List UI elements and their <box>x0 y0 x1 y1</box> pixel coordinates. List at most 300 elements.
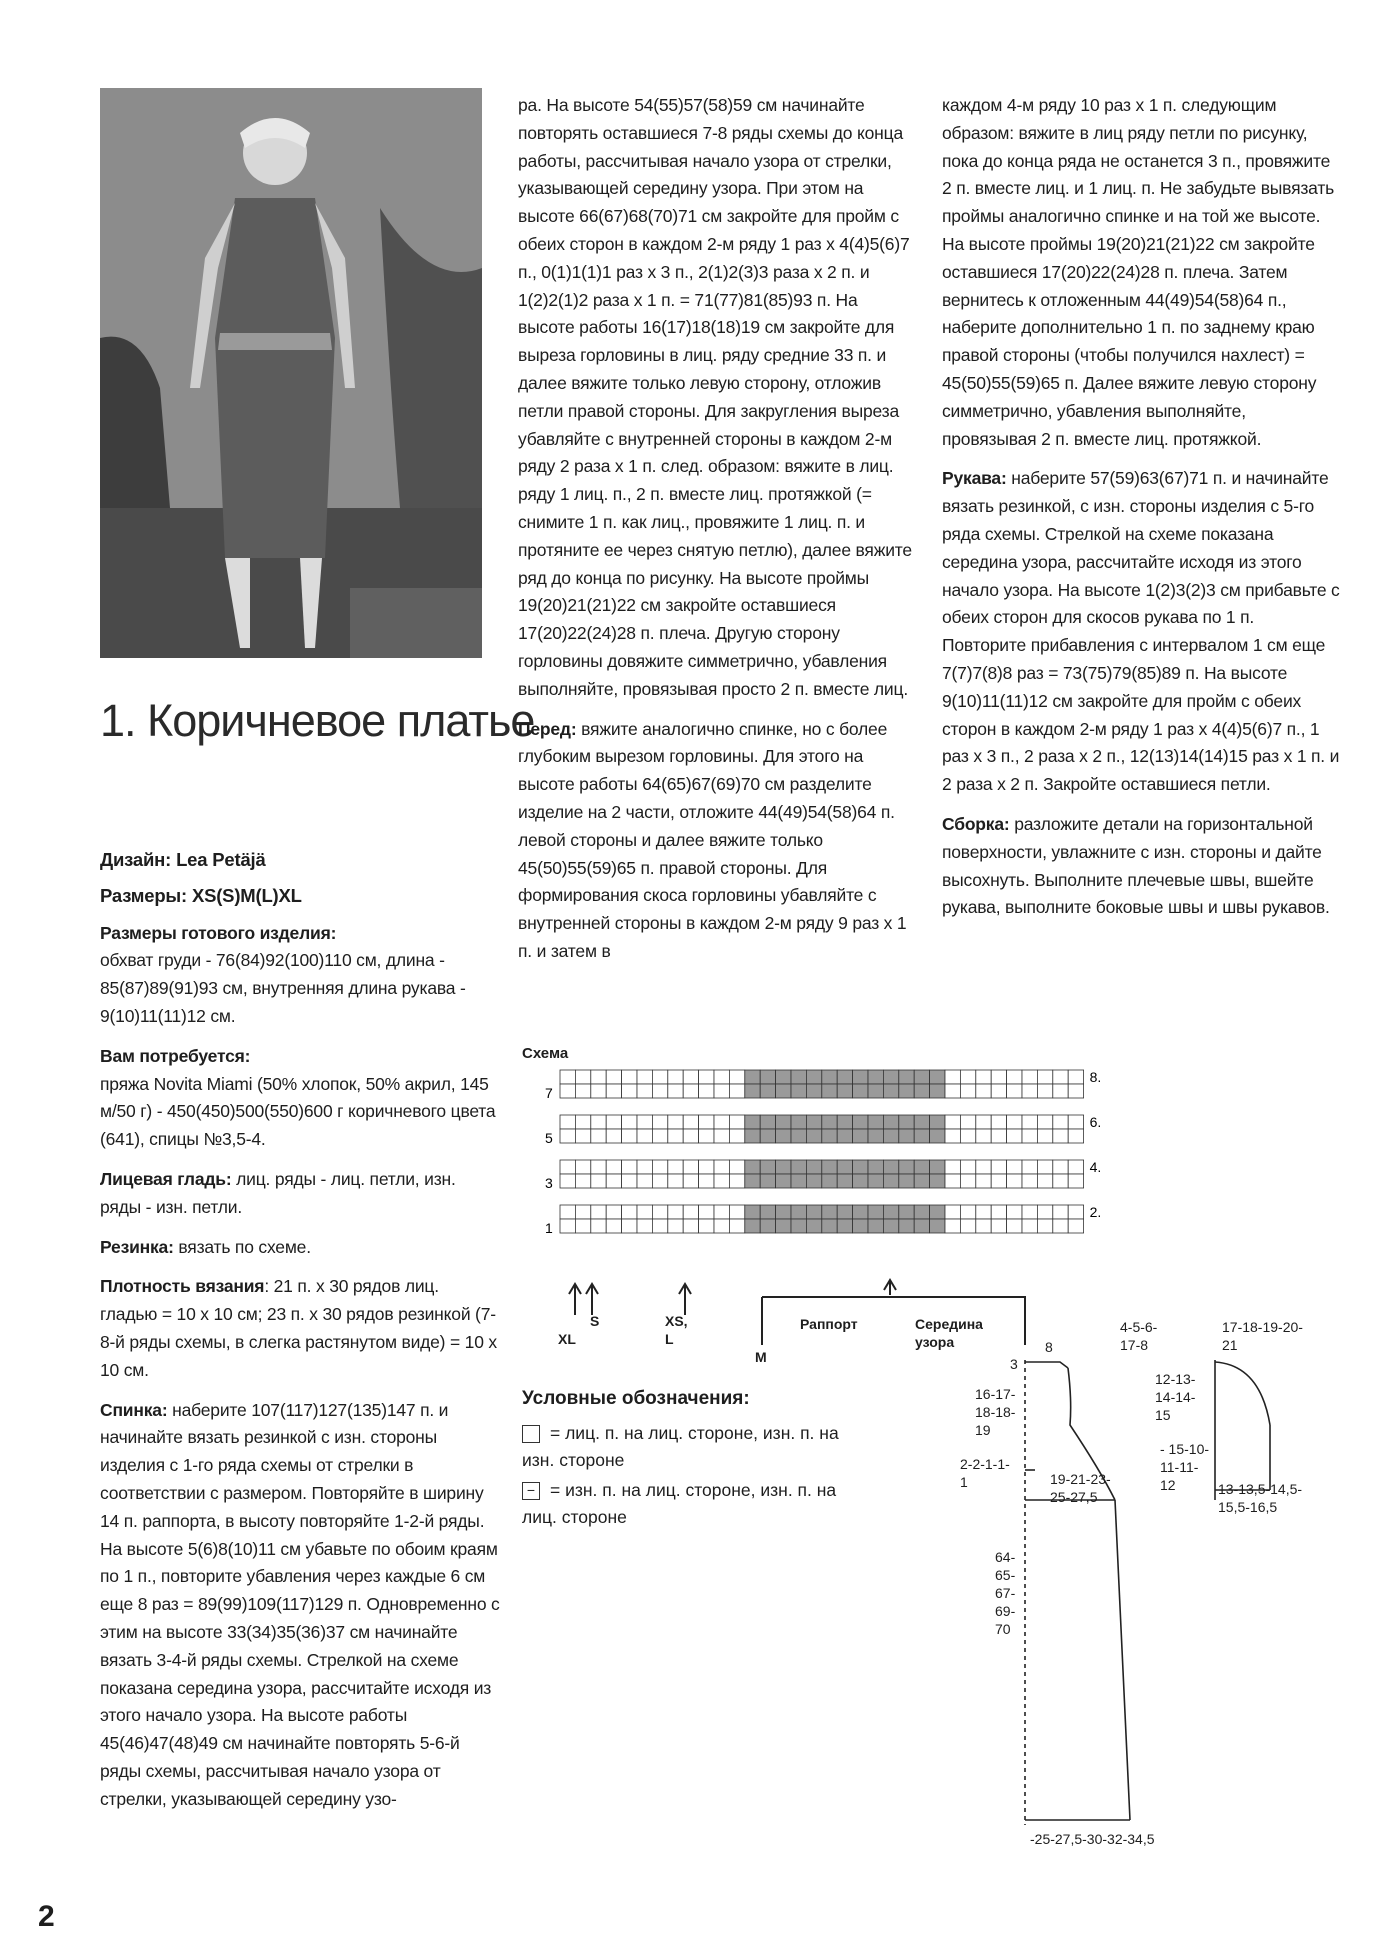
chart-cell <box>945 1115 960 1129</box>
chart-cell <box>1053 1070 1068 1084</box>
chart-cell <box>591 1084 606 1098</box>
chart-cell <box>945 1129 960 1143</box>
stockinette-text: лиц. ряды - лиц. петли, изн. ряды - изн. петли. <box>100 1168 456 1217</box>
chart-cell <box>683 1129 698 1143</box>
chart-cell <box>976 1129 991 1143</box>
chart-cell <box>745 1115 760 1129</box>
chart-cell <box>637 1070 652 1084</box>
chart-cell <box>745 1129 760 1143</box>
chart-cell <box>883 1084 898 1098</box>
chart-cell <box>1037 1160 1052 1174</box>
chart-cell <box>976 1219 991 1233</box>
assembly-text: разложите детали на горизонтальной поверхности, увлажните с изн. стороны и дайте высохнуть. Выполните плечевые швы, вшейте рукава, выполните боковые швы и швы рукавов. <box>942 813 1330 918</box>
chart-cell <box>560 1129 575 1143</box>
chart-cell <box>637 1205 652 1219</box>
chart-cell <box>637 1219 652 1233</box>
chart-row-label: 6. <box>1089 1114 1102 1130</box>
chart-cell <box>960 1084 975 1098</box>
chart-cell <box>976 1160 991 1174</box>
chart-cell <box>991 1205 1006 1219</box>
chart-cell <box>806 1160 821 1174</box>
chart-cell <box>637 1160 652 1174</box>
chart-cell <box>853 1084 868 1098</box>
chart-cell <box>853 1205 868 1219</box>
front-continued: каждом 4-м ряду 10 раз х 1 п. следующим образом: вяжите в лиц ряду петли по рисунку, пока до конца ряда не останется 3 п., провяжите 2 п. вместе лиц. и 1 лиц. п. Не забудьте вывязать проймы аналогично спинке и на той же высоте. На высоте проймы 19(20)21(21)22 см закройте оставшиеся 17(20)22(24)28 п. плеча. Затем вернитесь к отложенным 44(49)54(58)64 п., наберите дополнительно 1 п. по заднему краю правой стороны (чтобы получился нахлест) = 45(50)55(59)65 п. Далее вяжите левую сторону симметрично, убавления выполняйте, провязывая 2 п. вместе лиц. протяжкой. <box>942 95 1335 449</box>
chart-cell <box>652 1129 667 1143</box>
chart-cell <box>699 1219 714 1233</box>
chart-cell <box>976 1084 991 1098</box>
column-1 <box>100 846 500 1826</box>
chart-cell <box>1068 1084 1083 1098</box>
chart-cell <box>1022 1174 1037 1188</box>
chart-cell <box>853 1070 868 1084</box>
chart-cell <box>1068 1174 1083 1188</box>
chart-cell <box>776 1160 791 1174</box>
chart-cell <box>1022 1219 1037 1233</box>
chart-cell <box>837 1174 852 1188</box>
sizes-value: XS(S)M(L)XL <box>191 884 302 906</box>
chart-cell <box>699 1115 714 1129</box>
chart-cell <box>930 1129 945 1143</box>
chart-cell <box>899 1219 914 1233</box>
chart-cell <box>729 1084 744 1098</box>
chart-cell <box>668 1219 683 1233</box>
chart-cell <box>575 1070 590 1084</box>
chart-cell <box>575 1115 590 1129</box>
chart-row-label: 5 <box>545 1130 553 1146</box>
chart-cell <box>914 1219 929 1233</box>
chart-cell <box>699 1205 714 1219</box>
schem-neck-depth: 3 <box>1010 1356 1018 1372</box>
chart-cell <box>960 1115 975 1129</box>
chart-cell <box>776 1129 791 1143</box>
chart-cell <box>745 1084 760 1098</box>
chart-cell <box>745 1070 760 1084</box>
design-value: Lea Petäjä <box>176 849 266 870</box>
chart-cell <box>776 1070 791 1084</box>
chart-cell <box>560 1084 575 1098</box>
chart-cell <box>606 1115 621 1129</box>
legend-purl-text: = изн. п. на лиц. стороне, изн. п. на лиц. стороне <box>522 1480 837 1527</box>
chart-cell <box>837 1115 852 1129</box>
knit-symbol-icon <box>522 1425 540 1443</box>
chart-cell <box>945 1084 960 1098</box>
marker-xl: XL <box>558 1331 576 1347</box>
chart-cell <box>591 1174 606 1188</box>
chart-cell <box>868 1160 883 1174</box>
chart-cell <box>868 1174 883 1188</box>
chart-cell <box>1022 1160 1037 1174</box>
chart-cell <box>729 1174 744 1188</box>
chart-cell <box>1068 1129 1083 1143</box>
model-photo <box>100 88 482 658</box>
chart-cell <box>622 1205 637 1219</box>
chart-cell <box>714 1160 729 1174</box>
chart-cell <box>899 1115 914 1129</box>
chart-cell <box>1007 1174 1022 1188</box>
rib-text: вязать по схеме. <box>178 1236 311 1257</box>
chart-cell <box>652 1205 667 1219</box>
chart-cell <box>791 1205 806 1219</box>
chart-cell <box>899 1160 914 1174</box>
chart-cell <box>637 1129 652 1143</box>
chart-cell <box>991 1219 1006 1233</box>
chart-cell <box>606 1160 621 1174</box>
schem-sleeve-cap: 17-18-19-20-21 <box>1222 1319 1303 1353</box>
chart-cell <box>837 1219 852 1233</box>
chart-cell <box>945 1219 960 1233</box>
schem-hem-width: -25-27,5-30-32-34,5 <box>1030 1831 1155 1847</box>
chart-cell <box>1053 1115 1068 1129</box>
chart-cell <box>976 1070 991 1084</box>
chart-cell <box>1053 1084 1068 1098</box>
chart-cell <box>714 1205 729 1219</box>
chart-cell <box>575 1219 590 1233</box>
legend-title: Условные обозначения: <box>522 1388 750 1409</box>
chart-cell <box>914 1129 929 1143</box>
chart-cell <box>1037 1129 1052 1143</box>
chart-cell <box>1037 1205 1052 1219</box>
chart-cell <box>622 1174 637 1188</box>
chart-cell <box>1007 1219 1022 1233</box>
chart-cell <box>883 1219 898 1233</box>
chart-cell <box>991 1174 1006 1188</box>
gauge-text: : 21 п. х 30 рядов лиц. гладью = 10 х 10 см; 23 п. х 30 рядов резинкой (7-8-й ряды схемы, в слегка растянутом виде) = 10 х 10 см. <box>100 1276 497 1380</box>
chart-cell <box>729 1205 744 1219</box>
chart-cell <box>591 1160 606 1174</box>
chart-cell <box>637 1115 652 1129</box>
chart-cell <box>806 1115 821 1129</box>
chart-cell <box>883 1115 898 1129</box>
chart-cell <box>637 1174 652 1188</box>
marker-m: M <box>755 1349 767 1365</box>
chart-cell <box>991 1070 1006 1084</box>
chart-cell <box>668 1160 683 1174</box>
chart-cell <box>776 1084 791 1098</box>
chart-cell <box>822 1160 837 1174</box>
need-label: Вам потребуется: <box>100 1045 251 1066</box>
chart-cell <box>668 1070 683 1084</box>
chart-cell <box>1007 1205 1022 1219</box>
chart-cell <box>560 1070 575 1084</box>
sleeve-text: наберите 57(59)63(67)71 п. и начинайте вязать резинкой, с изн. стороны изделия с 5-го ряда схемы. Стрелкой на схеме показана середина узора, рассчитайте исходя из этого начало узора. На высоте 1(2)3(2)3 см прибавьте с обеих сторон для скосов рукава по 1 п. Повторите прибавления с интервалом 1 см еще 7(7)7(8)8 раз = 73(75)79(85)89 п. На высоте 9(10)11(11)12 см закройте для пройм с обеих сторон в каждом 2-м ряду 1 раз х 4(4)5(6)7 п., 1 раз х 3 п., 2 раза х 2 п., 12(13)14(14)15 раз х 1 п. и 2 раза х 2 п. Закройте оставшиеся петли. <box>942 468 1340 795</box>
chart-cell <box>822 1115 837 1129</box>
chart-cell <box>776 1205 791 1219</box>
chart-cell <box>806 1174 821 1188</box>
chart-cell <box>714 1115 729 1129</box>
back-continued: ра. На высоте 54(55)57(58)59 см начинайте повторять оставшиеся 7-8 ряды схемы до конца работы, рассчитывая начало узора от стрелки, указывающей середину узора. При этом на высоте 66(67)68(70)71 см закройте для пройм с обеих сторон в каждом 2-м ряду 1 раз х 4(4)5(6)7 п., 0(1)1(1)1 раз х 3 п., 2(1)2(3)3 раза х 2 п. и 1(2)2(1)2 раза х 1 п. = 71(77)81(85)93 п. На высоте работы 16(17)18(18)19 см закройте для выреза горловины в лиц. ряду средние 33 п. и далее вяжите только левую сторону, отложив петли правой стороны. Для закругления выреза убавляйте с внутренней стороны в каждом 2-м ряду 2 раза х 1 п. след. образом: вяжите в лиц. ряду 1 лиц. п., 2 п. вместе лиц. протяжкой (= снимите 1 п. как лиц., провяжите 1 лиц. п. и протяните ее через снятую петлю), далее вяжите ряд до конца по рисунку. На высоте проймы 19(20)21(21)22 см закройте оставшиеся 17(20)22(24)28 п. плеча. Другую сторону горловины довяжите симметрично, убавления выполняйте, провязывая просто 2 п. вместе лиц. <box>518 95 912 699</box>
chart-cell <box>591 1070 606 1084</box>
chart-cell <box>760 1070 775 1084</box>
chart-cell <box>1053 1205 1068 1219</box>
chart-cell <box>899 1070 914 1084</box>
chart-cell <box>622 1219 637 1233</box>
chart-cell <box>622 1084 637 1098</box>
chart-cell <box>806 1219 821 1233</box>
chart-cell <box>668 1084 683 1098</box>
chart-cell <box>991 1084 1006 1098</box>
chart-cell <box>1037 1084 1052 1098</box>
chart-cell <box>945 1160 960 1174</box>
chart-cell <box>776 1115 791 1129</box>
chart-cell <box>899 1129 914 1143</box>
chart-cell <box>930 1115 945 1129</box>
chart-cell <box>1053 1129 1068 1143</box>
chart-cell <box>837 1084 852 1098</box>
column-2 <box>518 92 914 978</box>
chart-cell <box>883 1160 898 1174</box>
center-label: Середина узора <box>915 1316 983 1350</box>
repeat-label: Раппорт <box>800 1316 858 1332</box>
chart-cell <box>883 1205 898 1219</box>
front-text: вяжите аналогично спинке, но с более глубоким вырезом горловины. Для этого на высоте работы 64(65)67(69)70 см разделите изделие на 2 части, отложите 44(49)54(58)64 п. левой стороны и далее вяжите только 45(50)55(59)65 п. правой стороны. Для формирования скоса горловины убавляйте с внутренней стороны в каждом 2-м ряду 9 раз х 1 п. и затем в <box>518 718 907 961</box>
finished-label: Размеры готового изделия: <box>100 922 337 943</box>
chart-cell <box>791 1219 806 1233</box>
chart-cell <box>575 1160 590 1174</box>
chart-cell <box>714 1070 729 1084</box>
chart-cell <box>960 1174 975 1188</box>
schem-armhole: 16-17-18-18-19 <box>975 1386 1016 1438</box>
chart-cell <box>914 1160 929 1174</box>
chart-cell <box>714 1084 729 1098</box>
need-text: пряжа Novita Miami (50% хлопок, 50% акрил, 145 м/50 г) - 450(450)500(550)600 г коричневого цвета (641), спицы №3,5-4. <box>100 1073 496 1150</box>
chart-cell <box>1007 1115 1022 1129</box>
back-label: Спинка: <box>100 1399 168 1420</box>
chart-cell <box>683 1219 698 1233</box>
chart-cell <box>899 1205 914 1219</box>
chart-cell <box>1037 1219 1052 1233</box>
chart-row-label: 1 <box>545 1220 553 1236</box>
chart-cell <box>683 1115 698 1129</box>
chart-cell <box>606 1174 621 1188</box>
marker-s: S <box>590 1313 600 1329</box>
chart-cell <box>1053 1160 1068 1174</box>
gauge-label: Плотность вязания <box>100 1276 265 1297</box>
chart-cell <box>668 1174 683 1188</box>
chart-cell <box>806 1205 821 1219</box>
chart-cell <box>745 1205 760 1219</box>
page-title: 1. Коричневое платье <box>100 695 535 746</box>
chart-cell <box>652 1115 667 1129</box>
chart-cell <box>837 1129 852 1143</box>
chart-cell <box>822 1070 837 1084</box>
chart-cell <box>560 1205 575 1219</box>
chart-cell <box>991 1160 1006 1174</box>
chart-cell <box>1022 1115 1037 1129</box>
chart-cell <box>822 1219 837 1233</box>
chart-cell <box>1068 1160 1083 1174</box>
marker-xs-l: XS, L <box>665 1313 688 1347</box>
chart-cell <box>1068 1219 1083 1233</box>
chart-cell <box>1022 1070 1037 1084</box>
chart-cell <box>1068 1115 1083 1129</box>
chart-cell <box>899 1084 914 1098</box>
chart-cell <box>868 1219 883 1233</box>
chart-cell <box>976 1205 991 1219</box>
chart-row-label: 3 <box>545 1175 553 1191</box>
schem-shoulder: 4-5-6-17-8 <box>1120 1319 1158 1353</box>
chart-row-label: 8. <box>1089 1069 1102 1085</box>
chart-cell <box>791 1070 806 1084</box>
chart-cell <box>945 1070 960 1084</box>
chart-cell <box>560 1174 575 1188</box>
chart-cell <box>668 1129 683 1143</box>
chart-cell <box>853 1160 868 1174</box>
chart-cell <box>591 1219 606 1233</box>
chart-cell <box>914 1070 929 1084</box>
chart-cell <box>806 1084 821 1098</box>
chart-cell <box>652 1219 667 1233</box>
chart-cell <box>883 1129 898 1143</box>
chart-cell <box>837 1070 852 1084</box>
chart-cell <box>760 1160 775 1174</box>
chart-label: Схема <box>522 1045 569 1062</box>
sizes-label: Размеры: <box>100 884 187 906</box>
chart-row-label: 4. <box>1089 1159 1102 1175</box>
chart-cell <box>575 1174 590 1188</box>
chart-cell <box>714 1174 729 1188</box>
chart-cell <box>837 1160 852 1174</box>
chart-cell <box>853 1129 868 1143</box>
legend-item-purl <box>522 1477 872 1531</box>
chart-cell <box>622 1160 637 1174</box>
chart-cell <box>683 1160 698 1174</box>
chart-cell <box>760 1084 775 1098</box>
chart-cell <box>668 1115 683 1129</box>
chart-cell <box>714 1219 729 1233</box>
chart-cell <box>806 1129 821 1143</box>
chart-cell <box>1037 1174 1052 1188</box>
chart-cell <box>868 1070 883 1084</box>
schem-neck-width: 8 <box>1045 1339 1053 1355</box>
chart-cell <box>683 1070 698 1084</box>
chart-cell <box>760 1129 775 1143</box>
chart-cell <box>699 1070 714 1084</box>
chart-cell <box>1007 1160 1022 1174</box>
chart-cell <box>652 1084 667 1098</box>
chart-cell <box>560 1219 575 1233</box>
chart-cell <box>1022 1084 1037 1098</box>
chart-cell <box>791 1160 806 1174</box>
chart-cell <box>1053 1219 1068 1233</box>
chart-cell <box>899 1174 914 1188</box>
chart-cell <box>806 1070 821 1084</box>
column-3 <box>942 92 1342 934</box>
chart-cell <box>960 1129 975 1143</box>
rib-label: Резинка: <box>100 1236 174 1257</box>
schem-cap-height: 12-13-14-14-15 <box>1155 1371 1196 1423</box>
chart-cell <box>560 1160 575 1174</box>
chart-cell <box>930 1174 945 1188</box>
chart-cell <box>699 1129 714 1143</box>
schem-length: 64-65-67-69-70 <box>995 1549 1016 1637</box>
chart-cell <box>1022 1129 1037 1143</box>
schem-sleeve-length: - 15-10-11-11-12 <box>1160 1441 1210 1493</box>
chart-cell <box>591 1115 606 1129</box>
chart-cell <box>1037 1115 1052 1129</box>
chart-cell <box>822 1129 837 1143</box>
chart-cell <box>930 1070 945 1084</box>
chart-cell <box>745 1160 760 1174</box>
chart-cell <box>606 1219 621 1233</box>
chart-cell <box>960 1070 975 1084</box>
chart-cell <box>853 1174 868 1188</box>
chart-cell <box>760 1219 775 1233</box>
chart-cell <box>776 1219 791 1233</box>
chart-cell <box>606 1205 621 1219</box>
chart-cell <box>868 1129 883 1143</box>
back-text: наберите 107(117)127(135)147 п. и начинайте вязать резинкой с изн. стороны изделия с 1-го ряда схемы от стрелки в соответствии с размером. Повторяйте в ширину 14 п. раппорта, в высоту повторяйте 1-2-й ряды. На высоте 5(6)8(10)11 см убавьте по обоим краям по 1 п., повторите убавления через каждые 6 см еще 8 раз = 89(99)109(117)129 п. Одновременно с этим на высоте 33(34)35(36)37 см начинайте вязать 3-4-й ряды схемы. Стрелкой на схеме показана середина узора, рассчитайте исходя из этого начало узора. На высоте работы 45(46)47(48)49 см начинайте повторять 5-6-й ряды схемы, рассчитывая начало узора от стрелки, указывающей середину узо- <box>100 1399 500 1809</box>
chart-cell <box>868 1205 883 1219</box>
chart-row-label: 7 <box>545 1085 553 1101</box>
chart-cell <box>729 1219 744 1233</box>
chart-cell <box>699 1084 714 1098</box>
chart-cell <box>729 1160 744 1174</box>
schem-armhole-shaping: 2-2-1-1-1 <box>960 1456 1010 1490</box>
chart-cell <box>914 1084 929 1098</box>
chart-cell <box>930 1219 945 1233</box>
chart-cell <box>575 1084 590 1098</box>
chart-cell <box>945 1174 960 1188</box>
chart-cell <box>1053 1174 1068 1188</box>
chart-cell <box>1007 1084 1022 1098</box>
chart-cell <box>760 1174 775 1188</box>
chart-cell <box>652 1070 667 1084</box>
front-label: Перед: <box>518 718 577 739</box>
chart-cell <box>575 1129 590 1143</box>
chart-cell <box>1007 1129 1022 1143</box>
chart-cell <box>637 1084 652 1098</box>
chart-cell <box>699 1160 714 1174</box>
chart-cell <box>745 1174 760 1188</box>
chart-cell <box>930 1084 945 1098</box>
chart-cell <box>729 1129 744 1143</box>
chart-cell <box>1022 1205 1037 1219</box>
schem-bust: 19-21-23-25-27,5 <box>1050 1471 1111 1505</box>
legend-knit-text: = лиц. п. на лиц. стороне, изн. п. на изн. стороне <box>522 1423 839 1470</box>
chart-cell <box>745 1219 760 1233</box>
chart-cell <box>976 1115 991 1129</box>
chart-cell <box>1007 1070 1022 1084</box>
legend-item-knit <box>522 1420 872 1474</box>
chart-cell <box>683 1174 698 1188</box>
chart-cell <box>960 1205 975 1219</box>
chart-cell <box>976 1174 991 1188</box>
design-label: Дизайн: <box>100 849 172 870</box>
chart-row-label: 2. <box>1089 1204 1102 1220</box>
chart-cell <box>914 1174 929 1188</box>
chart-cell <box>960 1219 975 1233</box>
chart-cell <box>791 1174 806 1188</box>
chart-cell <box>991 1129 1006 1143</box>
page-number: 2 <box>38 1900 55 1933</box>
chart-cell <box>714 1129 729 1143</box>
chart-cell <box>822 1205 837 1219</box>
schem-sleeve-width: 13-13,5-14,5-15,5-16,5 <box>1218 1481 1303 1515</box>
chart-cell <box>729 1115 744 1129</box>
chart-cell <box>622 1129 637 1143</box>
chart-cell <box>699 1174 714 1188</box>
chart-cell <box>591 1129 606 1143</box>
chart-cell <box>683 1205 698 1219</box>
chart-cell <box>945 1205 960 1219</box>
chart-cell <box>930 1160 945 1174</box>
chart-cell <box>575 1205 590 1219</box>
chart-cell <box>883 1070 898 1084</box>
chart-cell <box>868 1084 883 1098</box>
chart-cell <box>914 1115 929 1129</box>
chart-cell <box>760 1115 775 1129</box>
